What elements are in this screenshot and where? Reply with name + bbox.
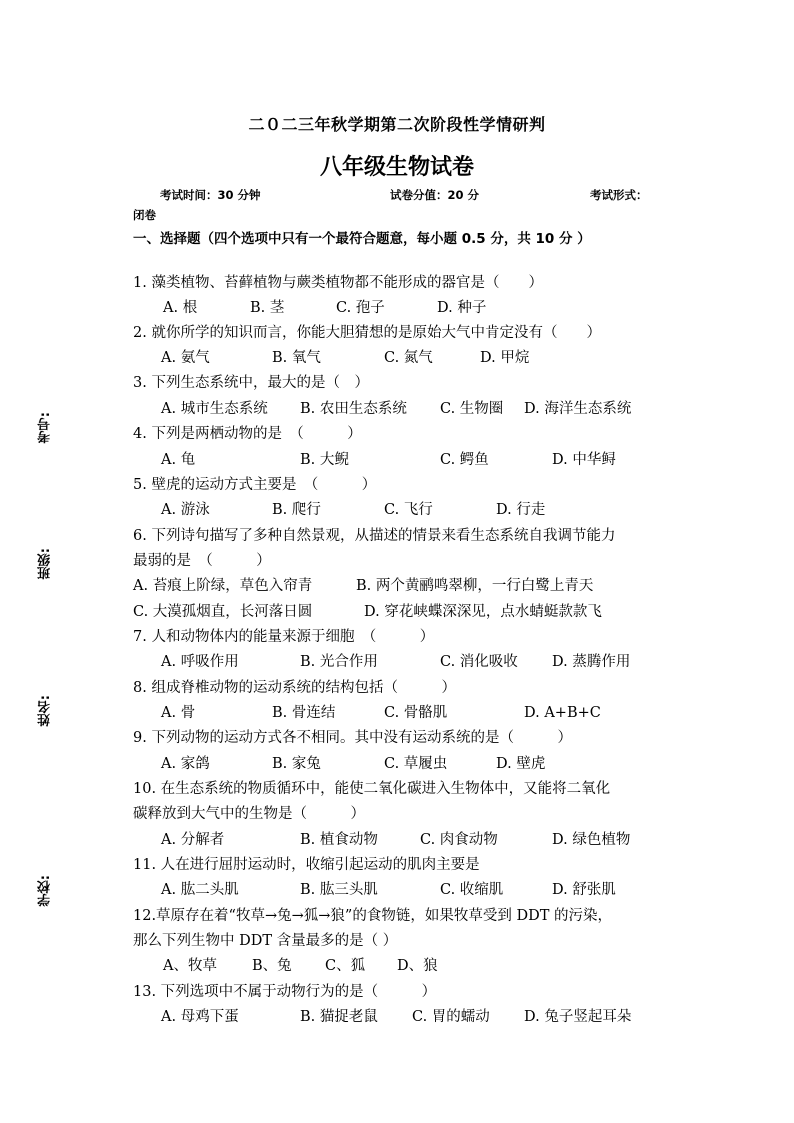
option: C. 鳄鱼 <box>440 452 489 468</box>
option: C. 草履虫 <box>384 756 448 772</box>
question-text: 13. 下列选项中不属于动物行为的是（ ） <box>133 984 437 1000</box>
option: D. 穿花峡蝶深深见，点水蜻蜓款款飞 <box>364 604 602 620</box>
question-text: 4. 下列是两栖动物的是 （ ） <box>133 426 362 442</box>
option: B. 农田生态系统 <box>300 401 407 417</box>
side-label-school: 学校: <box>38 875 53 907</box>
option: A. 根 <box>163 300 198 316</box>
option: D. 行走 <box>496 502 546 518</box>
option: D. 绿色植物 <box>552 832 631 848</box>
question-text: 8. 组成脊椎动物的运动系统的结构包括（ ） <box>133 680 456 696</box>
option: C. 胃的蠕动 <box>412 1009 490 1025</box>
exam-form-value: 闭卷 <box>133 208 156 222</box>
option: D. 甲烷 <box>480 350 530 366</box>
option: C. 生物圈 <box>440 401 504 417</box>
option: D. 中华鲟 <box>552 452 616 468</box>
option: C. 消化吸收 <box>440 654 518 670</box>
section-title: 一、选择题（四个选项中只有一个最符合题意，每小题 0.5 分，共 10 分 ） <box>133 231 591 247</box>
option: C. 孢子 <box>336 300 385 316</box>
option: D. 兔子竖起耳朵 <box>524 1009 632 1025</box>
option: C、狐 <box>325 958 366 974</box>
exam-score: 试卷分值：20 分 <box>390 188 480 202</box>
option: A、牧草 <box>163 958 217 974</box>
option: A. 肱二头肌 <box>161 882 239 898</box>
option: D. 壁虎 <box>496 756 546 772</box>
option: D. 种子 <box>437 300 487 316</box>
question-text: 5. 壁虎的运动方式主要是 （ ） <box>133 477 377 493</box>
question-text: 9. 下列动物的运动方式各不相同。其中没有运动系统的是（ ） <box>133 730 572 746</box>
exam-subtitle: 八年级生物试卷 <box>319 155 474 180</box>
option: A. 分解者 <box>161 832 225 848</box>
option: C. 大漠孤烟直，长河落日圆 <box>133 604 313 620</box>
option: C. 飞行 <box>384 502 433 518</box>
exam-form: 考试形式： <box>590 188 648 202</box>
option: A. 家鸽 <box>161 756 210 772</box>
option: B. 植食动物 <box>300 832 378 848</box>
option: C. 收缩肌 <box>440 882 504 898</box>
option: B. 爬行 <box>272 502 321 518</box>
option: D. 蒸腾作用 <box>552 654 631 670</box>
question-text: 那么下列生物中 DDT 含量最多的是（ ） <box>133 933 398 949</box>
option: A. 母鸡下蛋 <box>161 1009 239 1025</box>
side-label-name: 姓名: <box>38 695 53 727</box>
option: D. 海洋生态系统 <box>524 401 632 417</box>
question-text: 6. 下列诗句描写了多种自然景观，从描述的情景来看生态系统自我调节能力 <box>133 528 616 544</box>
option: A. 呼吸作用 <box>161 654 239 670</box>
option: C. 骨骼肌 <box>384 705 448 721</box>
exam-title: 二０二三年秋学期第二次阶段性学情研判 <box>248 115 546 134</box>
question-text: 12.草原存在着“牧草→兔→狐→狼”的食物链，如果牧草受到 DDT 的污染， <box>133 908 612 924</box>
question-text: 1. 藻类植物、苔藓植物与蕨类植物都不能形成的器官是（ ） <box>133 275 543 291</box>
side-label-exam-number: 考号: <box>38 412 53 444</box>
question-text: 2. 就你所学的知识而言，你能大胆猜想的是原始大气中肯定没有（ ） <box>133 325 601 341</box>
question-text: 10. 在生态系统的物质循环中，能使二氧化碳进入生物体中，又能将二氧化 <box>133 781 611 797</box>
option: A. 龟 <box>161 452 196 468</box>
option: A. 城市生态系统 <box>161 401 268 417</box>
question-text: 3. 下列生态系统中，最大的是（ ） <box>133 375 369 391</box>
option: D、狼 <box>397 958 438 974</box>
side-label-class: 班级: <box>38 548 53 580</box>
option: B. 氧气 <box>272 350 321 366</box>
option: D. A+B+C <box>524 705 601 721</box>
exam-time: 考试时间：30 分钟 <box>160 188 261 202</box>
option: B. 两个黄鹂鸣翠柳，一行白鹭上青天 <box>356 578 594 594</box>
option: B. 茎 <box>250 300 285 316</box>
question-text: 碳释放到大气中的生物是（ ） <box>133 806 365 822</box>
option: C. 肉食动物 <box>420 832 498 848</box>
option: B. 大鲵 <box>300 452 349 468</box>
option: C. 氮气 <box>384 350 433 366</box>
option: B、兔 <box>252 958 292 974</box>
option: B. 骨连结 <box>272 705 336 721</box>
option: B. 猫捉老鼠 <box>300 1009 378 1025</box>
option: D. 舒张肌 <box>552 882 616 898</box>
question-text: 7. 人和动物体内的能量来源于细胞 （ ） <box>133 629 435 645</box>
option: B. 光合作用 <box>300 654 378 670</box>
option: A. 氨气 <box>161 350 210 366</box>
option: A. 游泳 <box>161 502 210 518</box>
question-text: 最弱的是 （ ） <box>133 553 271 569</box>
option: B. 家兔 <box>272 756 321 772</box>
question-text: 11. 人在进行屈肘运动时，收缩引起运动的肌肉主要是 <box>133 857 480 873</box>
option: A. 苔痕上阶绿，草色入帘青 <box>133 578 313 594</box>
option: A. 骨 <box>161 705 196 721</box>
option: B. 肱三头肌 <box>300 882 378 898</box>
